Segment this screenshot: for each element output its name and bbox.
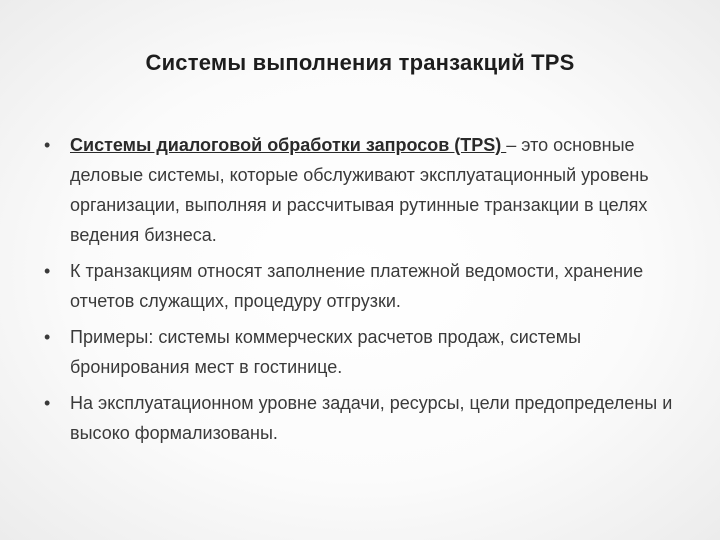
bullet-item	[44, 256, 694, 316]
bullet-item	[44, 388, 694, 448]
bullet-marker: •	[44, 327, 51, 347]
slide-title: Системы выполнения транзакций TPS	[145, 50, 575, 75]
bullet-text: К транзакциям относят заполнение платежной ведомости, хранение отчетов служащих, процедуру отгрузки.	[70, 261, 644, 311]
bullet-text: – это основные деловые системы, которые обслуживают эксплуатационный уровень организации, выполняя и рассчитывая рутинные транзакции в целях ведения бизнеса.	[70, 135, 649, 245]
bullet-marker: •	[44, 135, 51, 155]
bullet-text: На эксплуатационном уровне задачи, ресурсы, цели предопределены и высоко формализованы.	[70, 393, 673, 443]
bullet-list	[44, 130, 694, 454]
bullet-marker: •	[44, 393, 51, 413]
bullet-term: Системы диалоговой обработки запросов (TPS)	[70, 135, 507, 155]
bullet-marker: •	[44, 261, 51, 281]
bullet-text: Примеры: системы коммерческих расчетов продаж, системы бронирования мест в гостинице.	[70, 327, 582, 377]
bullet-item	[44, 130, 694, 250]
bullet-item	[44, 322, 694, 382]
